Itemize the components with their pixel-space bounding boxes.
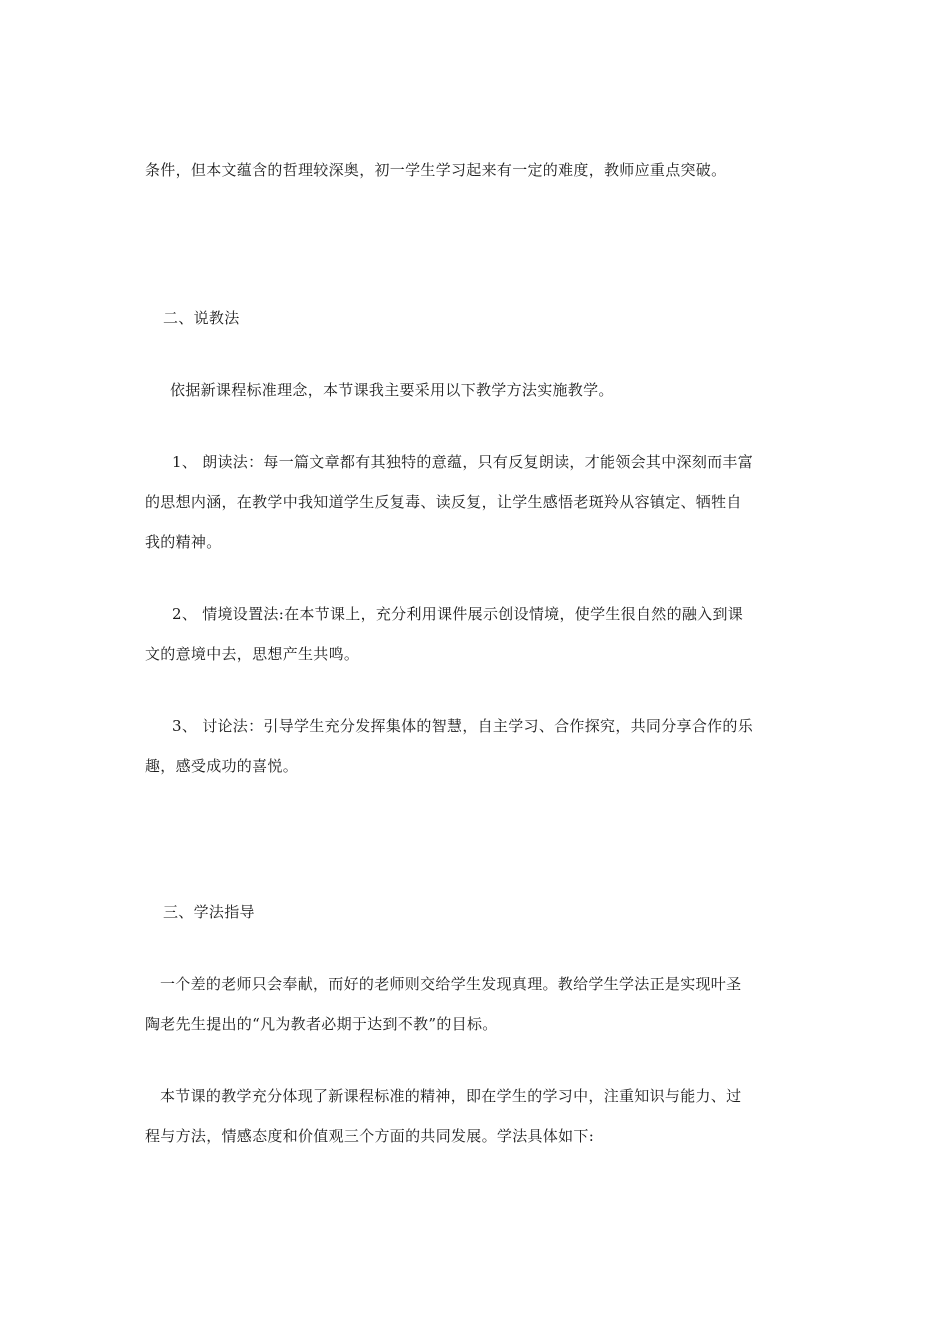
section-heading-study-guidance: 三、学法指导 bbox=[163, 903, 255, 921]
list-item-line: 我的精神。 bbox=[145, 533, 222, 551]
list-item-line: 的思想内涵，在教学中我知道学生反复毒、读反复，让学生感悟老斑羚从容镇定、牺牲自 bbox=[145, 493, 742, 511]
section-heading-teaching-methods: 二、说教法 bbox=[163, 309, 240, 327]
list-item-line: 1、 朗读法：每一篇文章都有其独特的意蕴，只有反复朗读，才能领会其中深刻而丰富 bbox=[172, 453, 754, 471]
list-item-line: 3、 讨论法：引导学生充分发挥集体的智慧，自主学习、合作探究，共同分享合作的乐 bbox=[172, 717, 754, 735]
paragraph-line: 陶老先生提出的“凡为教者必期于达到不教”的目标。 bbox=[145, 1015, 498, 1033]
paragraph-line: 本节课的教学充分体现了新课程标准的精神，即在学生的学习中，注重知识与能力、过 bbox=[160, 1087, 742, 1105]
list-item-line: 趣，感受成功的喜悦。 bbox=[145, 757, 299, 775]
list-item-line: 文的意境中去，思想产生共鸣。 bbox=[145, 645, 360, 663]
paragraph-line: 依据新课程标准理念，本节课我主要采用以下教学方法实施教学。 bbox=[170, 381, 614, 399]
list-item-line: 2、 情境设置法:在本节课上，充分利用课件展示创设情境，使学生很自然的融入到课 bbox=[172, 605, 744, 623]
paragraph-line: 条件，但本文蕴含的哲理较深奥，初一学生学习起来有一定的难度，教师应重点突破。 bbox=[145, 161, 727, 179]
paragraph-line: 一个差的老师只会奉献，而好的老师则交给学生发现真理。教给学生学法正是实现叶圣 bbox=[160, 975, 742, 993]
paragraph-line: 程与方法，情感态度和价值观三个方面的共同发展。学法具体如下: bbox=[145, 1127, 595, 1145]
